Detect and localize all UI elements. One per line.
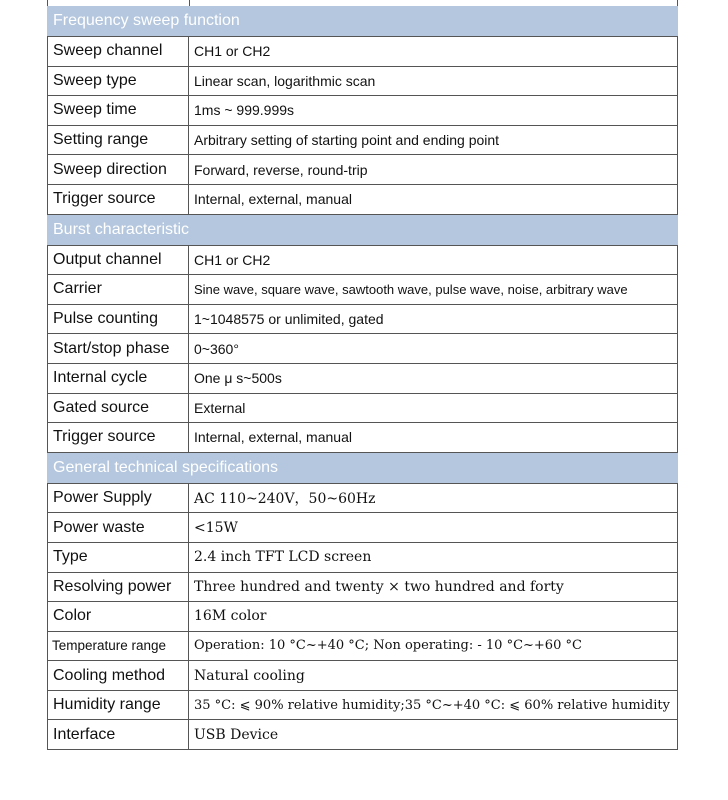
row-value: Natural cooling	[189, 661, 678, 691]
table-row	[48, 363, 678, 393]
table-row	[48, 572, 678, 602]
row-label: Sweep direction	[48, 155, 189, 185]
row-value: Internal, external, manual	[189, 184, 678, 214]
section-header-general-specs: General technical specifications	[47, 453, 678, 483]
row-label: Power waste	[48, 513, 189, 543]
table-row	[48, 125, 678, 155]
section-table-frequency-sweep	[47, 36, 678, 215]
section-header-burst: Burst characteristic	[47, 215, 678, 245]
section-table-burst	[47, 245, 678, 453]
row-value: Arbitrary setting of starting point and ending point	[189, 125, 678, 155]
row-label: Sweep channel	[48, 37, 189, 67]
row-label: Trigger source	[48, 184, 189, 214]
row-value: Operation: 10 °C~+40 °C; Non operating: - 10 °C~+60 °C	[189, 631, 678, 661]
row-value: 0~360°	[189, 334, 678, 364]
row-label: Temperature range	[48, 631, 189, 661]
row-value: One μ s~500s	[189, 363, 678, 393]
table-row	[48, 96, 678, 126]
table-row	[48, 423, 678, 453]
row-value: 2.4 inch TFT LCD screen	[189, 542, 678, 572]
table-row	[48, 66, 678, 96]
table-row	[48, 184, 678, 214]
row-label: Color	[48, 602, 189, 632]
row-value: Linear scan, logarithmic scan	[189, 66, 678, 96]
row-label: Carrier	[48, 275, 189, 305]
table-row	[48, 690, 678, 720]
spec-table	[47, 0, 678, 750]
table-row	[48, 602, 678, 632]
row-value: CH1 or CH2	[189, 37, 678, 67]
row-value: AC 110~240V，50~60Hz	[189, 483, 678, 513]
table-row	[48, 483, 678, 513]
row-label: Setting range	[48, 125, 189, 155]
table-row	[48, 542, 678, 572]
row-label: Cooling method	[48, 661, 189, 691]
row-label: Type	[48, 542, 189, 572]
table-row	[48, 37, 678, 67]
row-label: Sweep time	[48, 96, 189, 126]
row-label: Interface	[48, 720, 189, 750]
table-row	[48, 245, 678, 275]
table-row	[48, 513, 678, 543]
row-value: Forward, reverse, round-trip	[189, 155, 678, 185]
row-value: CH1 or CH2	[189, 245, 678, 275]
row-label: Resolving power	[48, 572, 189, 602]
table-top-continuation	[47, 0, 678, 6]
row-value: 35 °C: ⩽ 90% relative humidity;35 °C~+40 °C: ⩽ 60% relative humidity	[189, 690, 678, 720]
row-value: External	[189, 393, 678, 423]
section-header-frequency-sweep: Frequency sweep function	[47, 6, 678, 36]
table-row	[48, 334, 678, 364]
row-value: Internal, external, manual	[189, 423, 678, 453]
table-row	[48, 393, 678, 423]
row-label: Humidity range	[48, 690, 189, 720]
table-row	[48, 631, 678, 661]
table-row	[48, 304, 678, 334]
row-label: Pulse counting	[48, 304, 189, 334]
row-value: 1~1048575 or unlimited, gated	[189, 304, 678, 334]
row-label: Sweep type	[48, 66, 189, 96]
table-row	[48, 275, 678, 305]
row-label: Gated source	[48, 393, 189, 423]
row-value: 1ms ~ 999.999s	[189, 96, 678, 126]
row-label: Trigger source	[48, 423, 189, 453]
row-value: USB Device	[189, 720, 678, 750]
row-label: Power Supply	[48, 483, 189, 513]
row-label: Start/stop phase	[48, 334, 189, 364]
row-value: <15W	[189, 513, 678, 543]
row-label: Internal cycle	[48, 363, 189, 393]
table-row	[48, 155, 678, 185]
table-row	[48, 720, 678, 750]
section-table-general-specs	[47, 483, 678, 750]
row-label: Output channel	[48, 245, 189, 275]
row-value: Sine wave, square wave, sawtooth wave, pulse wave, noise, arbitrary wave	[189, 275, 678, 305]
table-row	[48, 661, 678, 691]
row-value: Three hundred and twenty × two hundred and forty	[189, 572, 678, 602]
row-value: 16M color	[189, 602, 678, 632]
